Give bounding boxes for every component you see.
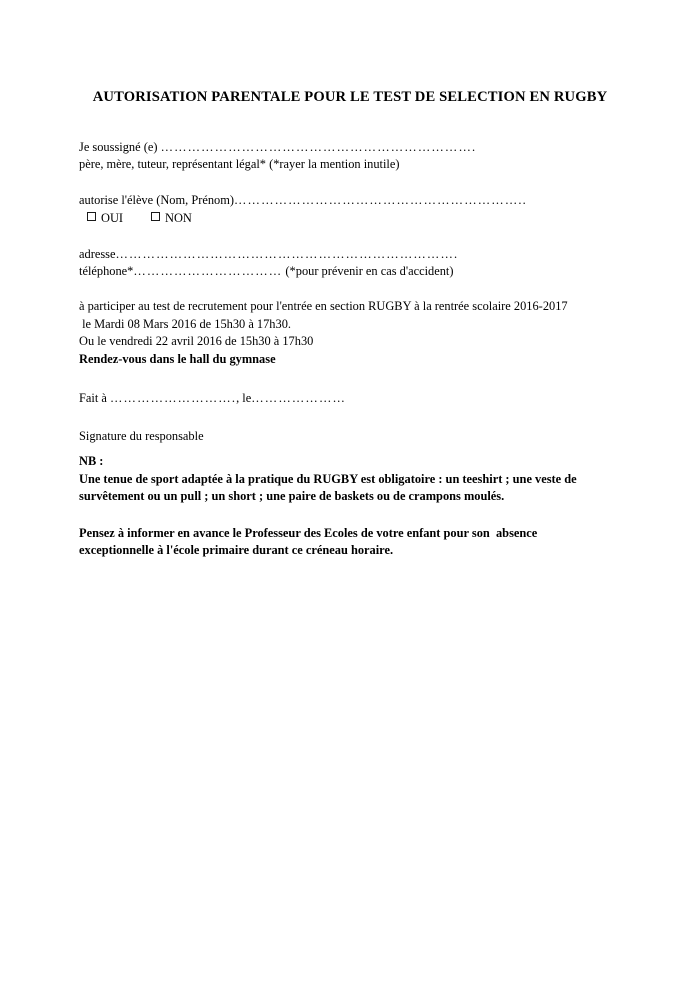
student-name-leader[interactable]: ……………………………………………………….. <box>234 192 527 207</box>
checkbox-oui-icon[interactable] <box>87 212 96 221</box>
student-label: autorise l'élève (Nom, Prénom) <box>79 192 235 207</box>
address-label: adresse <box>79 246 116 261</box>
phone-line <box>79 263 624 280</box>
page-title: AUTORISATION PARENTALE POUR LE TEST DE SELECTION EN RUGBY <box>92 88 608 105</box>
option-oui-label: OUI <box>101 211 124 226</box>
option-non[interactable] <box>151 210 192 227</box>
date-leader[interactable]: ………………… <box>251 391 347 406</box>
undersigned-leader[interactable]: ……………………………………………………………. <box>160 140 477 154</box>
contact-section <box>79 246 624 281</box>
undersigned-label: Je soussigné (e) <box>79 140 161 154</box>
meeting-point-line: Rendez-vous dans le hall du gymnase <box>79 351 276 366</box>
phone-note: (*pour prévenir en cas d'accident) <box>282 264 454 279</box>
signature-label: Signature du responsable <box>79 429 204 444</box>
address-line <box>79 246 624 263</box>
option-non-label: NON <box>165 211 192 226</box>
undersigned-line <box>79 139 624 156</box>
participation-line-2: le Mardi 08 Mars 2016 de 15h30 à 17h30. <box>79 316 291 331</box>
student-section <box>79 192 624 228</box>
place-date-line <box>79 390 624 407</box>
participation-line-1: à participer au test de recrutement pour l'entrée en section RUGBY à la rentrée scolaire 2016-2017 <box>79 299 568 314</box>
notice-paragraph-absence: Pensez à informer en avance le Professeur des Ecoles de votre enfant pour son absence exceptionnelle à l'école primaire durant ce créneau horaire. <box>79 525 541 558</box>
option-oui[interactable] <box>87 210 123 227</box>
signature-section <box>79 428 624 445</box>
parental-roles-line: père, mère, tuteur, représentant légal* (*rayer la mention inutile) <box>79 157 400 172</box>
phone-leader[interactable]: …………………………… <box>133 264 283 279</box>
notice-heading: NB : <box>79 454 104 468</box>
undersigned-section <box>79 139 624 174</box>
notice-group-absence <box>79 525 607 560</box>
consent-options <box>79 210 624 227</box>
place-date-section <box>79 390 624 407</box>
place-label: Fait à <box>79 391 110 406</box>
place-leader[interactable]: ………………………. <box>109 391 237 406</box>
student-line <box>79 192 624 209</box>
form-body <box>79 139 624 446</box>
address-leader[interactable]: …………………………………………………………………. <box>115 246 459 261</box>
notice-paragraph-equipment: Une tenue de sport adaptée à la pratique du RUGBY est obligatoire : un teeshirt ; une veste de survêtement ou un pull ; un short ; une paire de baskets ou de crampons moulés. <box>79 471 580 504</box>
notice-block <box>79 453 607 560</box>
date-separator: , le <box>236 391 252 406</box>
notice-group-equipment <box>79 453 607 506</box>
participation-line-3: Ou le vendredi 22 avril 2016 de 15h30 à 17h30 <box>79 334 314 349</box>
phone-label: téléphone* <box>79 264 134 279</box>
participation-section <box>79 298 624 368</box>
checkbox-non-icon[interactable] <box>151 212 160 221</box>
